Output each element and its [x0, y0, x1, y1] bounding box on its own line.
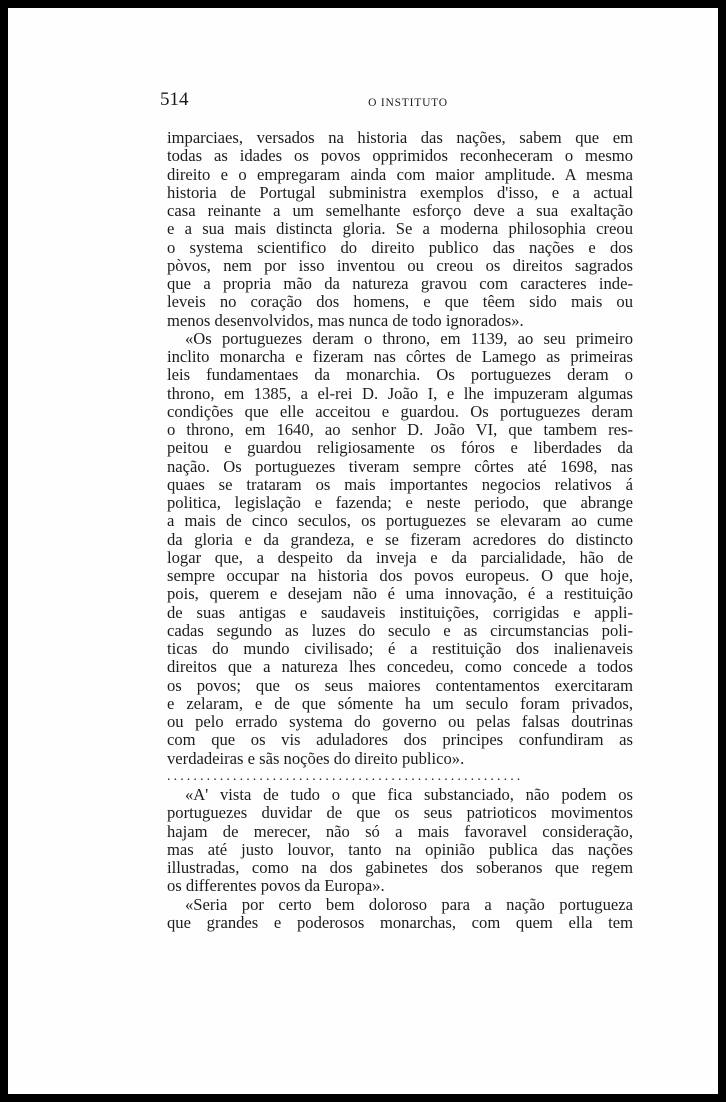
ellipsis-separator: ......................................................: [167, 768, 524, 784]
text-line: os differentes povos da Europa».: [167, 876, 385, 896]
paragraph-first-line: «A' vista de tudo o que fica substanciado, não podem os: [185, 785, 633, 804]
text-line: nação. Os portuguezes tiveram sempre côrtes até 1698, nas: [167, 456, 633, 476]
text-line: pòvos, nem por isso inventou ou creou os direitos sagrados: [167, 255, 633, 275]
text-line: sempre occupar na historia dos povos europeus. O que hoje,: [167, 566, 633, 585]
text-line: quaes se trataram os mais importantes negocios relativos á: [167, 474, 633, 494]
text-line: leis fundamentaes da monarchia. Os portuguezes deram o: [167, 365, 633, 385]
text-line: o systema scientifico do direito publico das nações e dos: [167, 237, 633, 257]
text-line: todas as idades os povos opprimidos reconheceram o mesmo: [167, 146, 633, 166]
text-line: casa reinante a um semelhante esforço deve a sua exaltação: [167, 201, 633, 220]
text-line: imparciaes, versados na historia das nações, sabem que em: [167, 128, 633, 147]
text-line: direito e o empregaram ainda com maior amplitude. A mesma: [167, 164, 633, 184]
text-line: mas até justo louvor, tanto na opinião publica das nações: [167, 839, 633, 859]
text-line: leveis no coração dos homens, e que têem sido mais ou: [167, 292, 633, 312]
text-line: verdadeiras e sãs noções do direito publico».: [167, 748, 465, 768]
paragraph-first-line: «Seria por certo bem doloroso para a nação portugueza: [185, 894, 633, 914]
text-line: condições que elle acceitou e guardou. Os portuguezes deram: [167, 401, 633, 421]
text-line: menos desenvolvidos, mas nunca de todo ignorados».: [167, 310, 524, 330]
page-body: [167, 129, 633, 932]
text-line: illustradas, como na dos gabinetes dos soberanos que regem: [167, 858, 633, 877]
text-line: direitos que a natureza lhes concedeu, como concede a todos: [167, 657, 633, 677]
text-line: hajam de merecer, não só a mais favoravel consideração,: [167, 821, 633, 841]
text-line: politica, legislação e fazenda; e neste periodo, que abrange: [167, 493, 633, 512]
text-line: inclito monarcha e fizeram nas côrtes de Lamego as primeiras: [167, 347, 633, 366]
text-line: pois, querem e desejam não é uma innovação, é a restituição: [167, 584, 633, 604]
text-line: da gloria e da grandeza, e se fizeram acredores do distincto: [167, 529, 633, 549]
page-number: 514: [160, 89, 189, 110]
text-line: cadas segundo as luzes do seculo e as circumstancias poli-: [167, 620, 633, 640]
text-line: ou pelo errado systema do governo ou pelas falsas doutrinas: [167, 712, 633, 731]
text-line: de suas antigas e saudaveis instituições, corrigidas e appli-: [167, 602, 633, 622]
text-line: que grandes e poderosos monarchas, com quem ella tem: [167, 912, 633, 932]
text-line: e a sua mais distincta gloria. Se a moderna philosophia creou: [167, 219, 633, 239]
text-line: que a propria mão da natureza gravou com caracteres inde-: [167, 274, 633, 293]
text-line: a mais de cinco seculos, os portuguezes se elevaram ao cume: [167, 511, 633, 531]
text-line: logar que, a despeito da inveja e da parcialidade, hão de: [167, 547, 633, 567]
book-page: [8, 8, 718, 1094]
running-head: O INSTITUTO: [368, 97, 448, 109]
text-line: o throno, em 1640, ao senhor D. João VI, que tambem res-: [167, 420, 633, 439]
page-header: [160, 89, 640, 115]
text-line: e zelaram, e de que sómente ha um seculo foram privados,: [167, 693, 633, 713]
text-line: com que os vis aduladores dos principes confundiram as: [167, 730, 633, 750]
text-line: ticas do mundo civilisado; é a restituição dos inalienaveis: [167, 639, 633, 658]
text-line: portuguezes duvidar de que os seus patrioticos movimentos: [167, 803, 633, 823]
text-line: peitou e guardou religiosamente os fóros e liberdades da: [167, 438, 633, 458]
text-line: os povos; que os seus maiores contentamentos exercitaram: [167, 675, 633, 695]
text-line: throno, em 1385, a el-rei D. João I, e lhe impuzeram algumas: [167, 383, 633, 403]
paragraph-first-line: «Os portuguezes deram o throno, em 1139, ao seu primeiro: [185, 328, 633, 348]
text-line: historia de Portugal subministra exemplos d'isso, e a actual: [167, 182, 633, 202]
